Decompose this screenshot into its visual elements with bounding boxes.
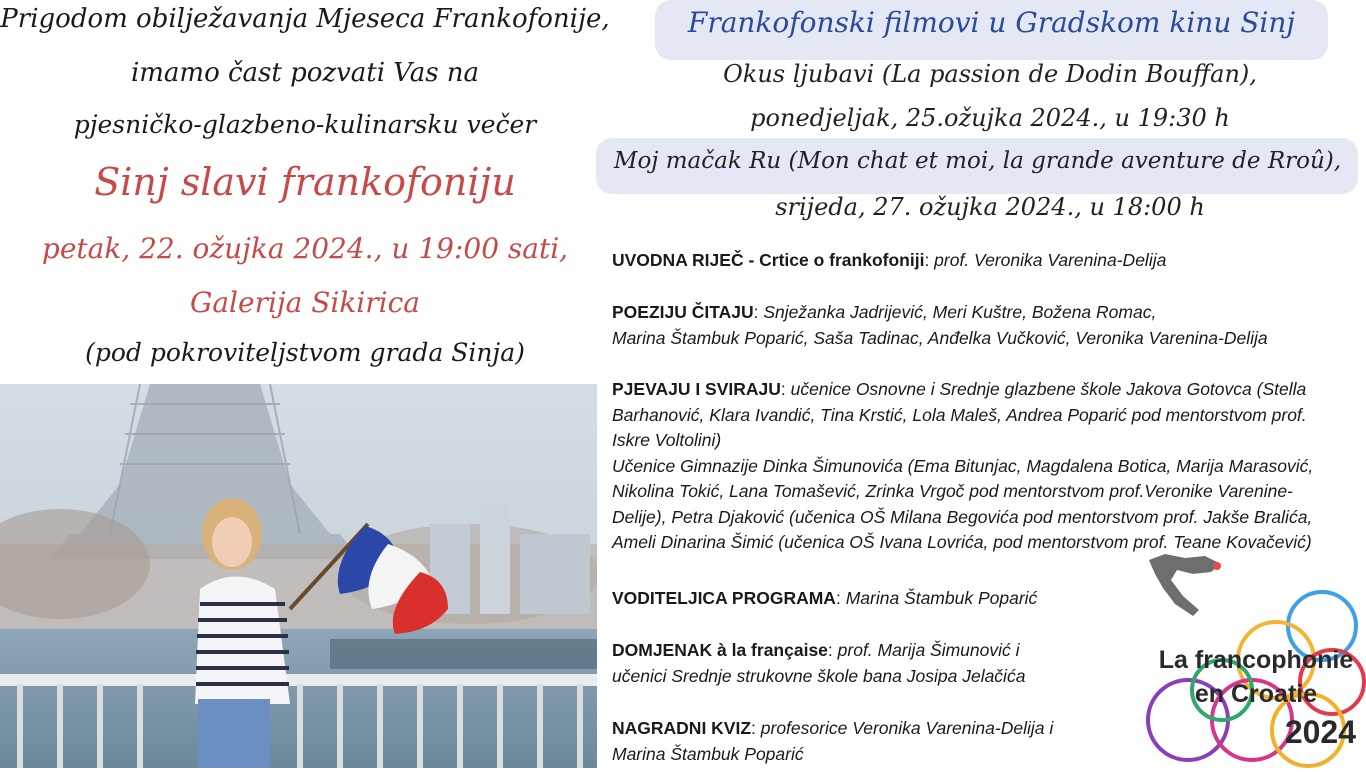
quiz-text-2: Marina Štambuk Poparić bbox=[612, 743, 804, 764]
host-text: Marina Štambuk Poparić bbox=[845, 588, 1038, 608]
film-1-title: Okus ljubavi (La passion de Dodin Bouffan), bbox=[723, 60, 1257, 88]
intro-label: UVODNA RIJEČ - Crtice o frankofoniji bbox=[612, 250, 925, 270]
quiz-text-1: profesorice Veronika Varenina-Delija i bbox=[760, 718, 1054, 738]
music-text-3: Iskre Voltolini) bbox=[612, 430, 722, 450]
intro-text: prof. Veronika Varenina-Delija bbox=[934, 250, 1167, 270]
quiz-label: NAGRADNI KVIZ bbox=[612, 718, 752, 738]
event-venue: Galerija Sikirica bbox=[190, 286, 420, 319]
music-text-2: Barhanović, Klara Ivandić, Tina Krstić, Lola Maleš, Andrea Poparić pod mentorstvom prof. bbox=[612, 404, 1307, 425]
map-label-1: FRANKO bbox=[1185, 574, 1211, 580]
reception-text-1: prof. Marija Šimunović i bbox=[837, 640, 1020, 660]
program-host: VODITELJICA PROGRAMA: Marina Štambuk Poparić bbox=[612, 588, 1038, 608]
film-2-time: srijeda, 27. ožujka 2024., u 18:00 h bbox=[775, 193, 1205, 221]
invitation-line-1: Prigodom obilježavanja Mjeseca Frankofonije, bbox=[0, 4, 610, 34]
invitation-line-3: pjesničko-glazbeno-kulinarsku večer bbox=[73, 110, 537, 139]
poetry-text-1: Snježanka Jadrijević, Meri Kuštre, Božena Romac, bbox=[763, 302, 1157, 322]
music-text-1: učenice Osnovne i Srednje glazbene škole Jakova Gotovca (Stella bbox=[790, 379, 1307, 399]
event-patronage: (pod pokroviteljstvom grada Sinja) bbox=[85, 338, 525, 367]
reception-label: DOMJENAK à la française bbox=[612, 640, 828, 660]
photo-girl-with-french-flag bbox=[0, 384, 597, 768]
logo-line-2: en Croatie bbox=[1194, 680, 1318, 708]
poetry-label: POEZIJU ČITAJU bbox=[612, 302, 754, 322]
films-heading: Frankofonski filmovi u Gradskom kinu Sinj bbox=[687, 6, 1296, 39]
map-label-2: FONIJA bbox=[1185, 581, 1208, 587]
logo-line-1: La francophonie bbox=[1158, 646, 1354, 674]
music-text-4: Učenice Gimnazije Dinka Šimunovića (Ema Bitunjac, Magdalena Botica, Marija Marasović, bbox=[612, 455, 1314, 476]
program-reception: DOMJENAK à la française: prof. Marija Šimunović i učenici Srednje strukovne škole bana Josipa Jelačića bbox=[612, 640, 1026, 686]
logo-year: 2024 bbox=[1284, 714, 1356, 750]
reception-text-2: učenici Srednje strukovne škole bana Josipa Jelačića bbox=[612, 665, 1026, 686]
music-text-6: Delije), Petra Djaković (učenica OŠ Milana Begovića pod mentorstvom prof. Jakše Bralića, bbox=[612, 506, 1313, 527]
invitation-line-2: imamo čast pozvati Vas na bbox=[130, 58, 480, 88]
music-label: PJEVAJU I SVIRAJU bbox=[612, 379, 781, 399]
event-date: petak, 22. ožujka 2024., u 19:00 sati, bbox=[41, 232, 569, 265]
event-title: Sinj slavi frankofoniju bbox=[94, 160, 516, 204]
film-1-time: ponedjeljak, 25.ožujka 2024., u 19:30 h bbox=[750, 104, 1230, 132]
music-text-7: Ameli Dinarina Šimić (učenica OŠ Ivana Lovrića, pod mentorstvom prof. Teane Kovačević) bbox=[612, 532, 1312, 552]
film-2-title: Moj mačak Ru (Mon chat et moi, la grande aventure de Rroû), bbox=[613, 148, 1342, 174]
program-music: PJEVAJU I SVIRAJU: učenice Osnovne i Srednje glazbene škole Jakova Gotovca (Stella Barhanović, Klara Ivandić, Tina Krstić, Lola Maleš, Andrea Poparić pod mentorstvom prof. Iskre Voltolini) Učenice Gimnazije Dinka Šimunovića (Ema Bitunjac, Magdalena Botica, Marija Marasović, Nikolina Tokić, Lana Tomašević, Zrinka Vrgoč pod mentorstvom prof.Veronike Varenine- Delije), Petra Djaković (učenica OŠ Milana Begovića pod mentorstvom prof. Jakše Bralića, Ameli Dinarina Šimić (učenica OŠ Ivana Lovrića, pod mentorstvom prof. Teane Kovačević) bbox=[612, 379, 1314, 552]
host-label: VODITELJICA PROGRAMA bbox=[612, 588, 836, 608]
music-text-5: Nikolina Tokić, Lana Tomašević, Zrinka Vrgoč pod mentorstvom prof.Veronike Varenine- bbox=[612, 481, 1293, 501]
program-quiz: NAGRADNI KVIZ: profesorice Veronika Varenina-Delija i Marina Štambuk Poparić bbox=[612, 718, 1054, 764]
program-poetry: POEZIJU ČITAJU: Snježanka Jadrijević, Meri Kuštre, Božena Romac, Marina Štambuk Poparić, Saša Tadinac, Anđelka Vučković, Veronika Varenina-Delija bbox=[612, 302, 1268, 348]
poetry-text-2: Marina Štambuk Poparić, Saša Tadinac, Anđelka Vučković, Veronika Varenina-Delija bbox=[612, 327, 1268, 348]
program-intro: UVODNA RIJEČ - Crtice o frankofoniji: prof. Veronika Varenina-Delija bbox=[612, 250, 1167, 270]
